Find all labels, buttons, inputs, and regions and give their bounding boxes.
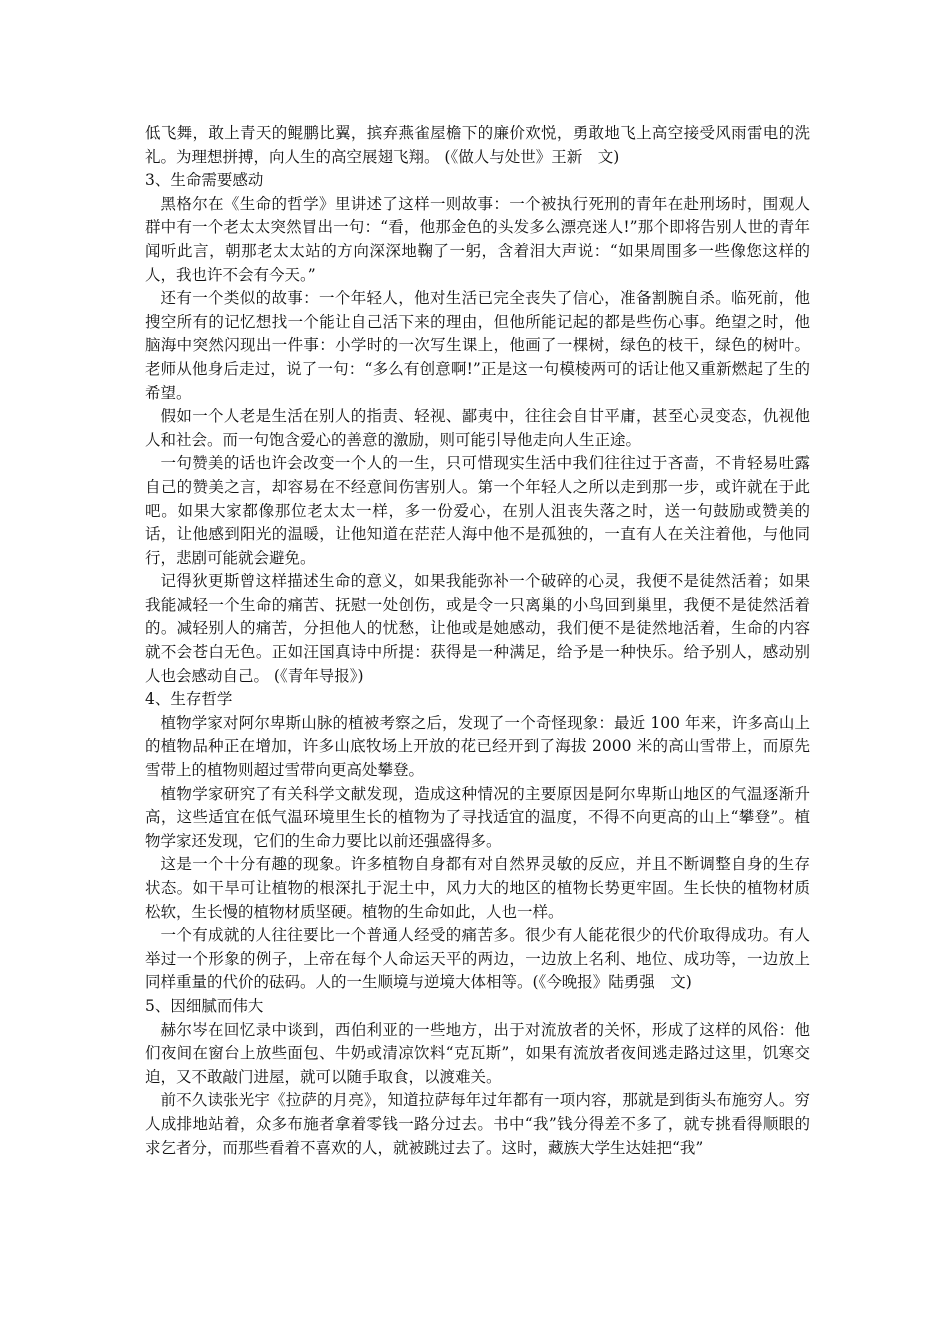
paragraph: 前不久读张光宇《拉萨的月亮》，知道拉萨每年过年都有一项内容，那就是到街头布施穷人。穷人成排地站着，众多布施者拿着零钱一路分过去。书中“我”钱分得差不多了，就专挑看得顺眼的求乞者分，而那些看着不喜欢的人，就被跳过去了。这时，藏族大学生达娃把“我” xyxy=(145,1091,810,1157)
paragraph: 低飞舞，敢上青天的鲲鹏比翼，摈弃燕雀屋檐下的廉价欢悦，勇敢地飞上高空接受风雨雷电的洗礼。为理想拼搏，向人生的高空展翅飞翔。 (《做人与处世》王新 文) xyxy=(145,124,810,166)
paragraph: 植物学家研究了有关科学文献发现，造成这种情况的主要原因是阿尔卑斯山地区的气温逐渐升高，这些适宜在低气温环境里生长的植物为了寻找适宜的温度，不得不向更高的山上“攀登”。植物学家还发现，它们的生命力要比以前还强盛得多。 xyxy=(145,784,810,850)
paragraph: 植物学家对阿尔卑斯山脉的植被考察之后，发现了一个奇怪现象：最近 100 年来，许多高山上的植物品种正在增加，许多山底牧场上开放的花已经开到了海拔 2000 米的高山雪带上，而原先雪带上的植物则超过雪带向更高处攀登。 xyxy=(145,713,810,780)
paragraph: 还有一个类似的故事：一个年轻人，他对生活已完全丧失了信心，准备割腕自杀。临死前，他搜空所有的记忆想找一个能让自己活下来的理由，但他所能记起的都是些伤心事。绝望之时，他脑海中突然闪现出一件事：小学时的一次写生课上，他画了一棵树，绿色的枝干，绿色的树叶。老师从他身后走过，说了一句：“多么有创意啊!”正是这一句模棱两可的话让他又重新燃起了生的希望。 xyxy=(145,289,810,402)
paragraph: 一句赞美的话也许会改变一个人的一生，只可惜现实生活中我们往往过于吝啬，不肯轻易吐露自己的赞美之言，却容易在不经意间伤害别人。第一个年轻人之所以走到那一步，或许就在于此吧。如果大家都像那位老太太一样，多一份爱心，在别人沮丧失落之时，送一句鼓励或赞美的话，让他感到阳光的温暖，让他知道在茫茫人海中他不是孤独的，一直有人在关注着他，与他同行，悲剧可能就会避免。 xyxy=(145,454,810,567)
section-heading: 3、生命需要感动 xyxy=(145,171,264,190)
paragraph: 假如一个人老是生活在别人的指责、轻视、鄙夷中，往往会自甘平庸，甚至心灵变态，仇视他人和社会。而一句饱含爱心的善意的激励，则可能引导他走向人生正途。 xyxy=(145,407,810,449)
paragraph: 黑格尔在《生命的哲学》里讲述了这样一则故事：一个被执行死刑的青年在赴刑场时，围观人群中有一个老太太突然冒出一句：“看，他那金色的头发多么漂亮迷人!”那个即将告别人世的青年闻听此言，朝那老太太站的方向深深地鞠了一躬，含着泪大声说：“如果周围多一些像您这样的人，我也许不会有今天。” xyxy=(145,194,810,284)
paragraph: 一个有成就的人往往要比一个普通人经受的痛苦多。很少有人能花很少的代价取得成功。有人举过一个形象的例子，上帝在每个人命运天平的两边，一边放上名利、地位、成功等，一边放上同样重量的代价的砝码。人的一生顺境与逆境大体相等。(《今晚报》陆勇强 文) xyxy=(145,926,810,992)
section-heading: 5、因细腻而伟大 xyxy=(145,996,264,1015)
paragraph: 记得狄更斯曾这样描述生命的意义，如果我能弥补一个破碎的心灵，我便不是徒然活着；如果我能减轻一个生命的痛苦、抚慰一处创伤，或是令一只离巢的小鸟回到巢里，我便不是徒然活着的。减轻别人的痛苦，分担他人的忧愁，让他或是她感动，我们便不是徒然地活着，生命的内容就不会苍白无色。正如汪国真诗中所提：获得是一种满足，给予是一种快乐。给予别人，感动别人也会感动自己。 (《青年导报》) xyxy=(145,572,810,685)
section-heading: 4、生存哲学 xyxy=(145,690,233,709)
paragraph: 这是一个十分有趣的现象。许多植物自身都有对自然界灵敏的反应，并且不断调整自身的生存状态。如干旱可让植物的根深扎于泥土中，风力大的地区的植物长势更牢固。生长快的植物材质松软，生长慢的植物材质坚硬。植物的生命如此，人也一样。 xyxy=(145,855,810,921)
paragraph: 赫尔岑在回忆录中谈到，西伯利亚的一些地方，出于对流放者的关怀，形成了这样的风俗：他们夜间在窗台上放些面包、牛奶或清凉饮料“克瓦斯”，如果有流放者夜间逃走路过这里，饥寒交迫，又不敢敲门进屋，就可以随手取食，以渡难关。 xyxy=(145,1020,810,1086)
document-page xyxy=(145,122,810,1160)
